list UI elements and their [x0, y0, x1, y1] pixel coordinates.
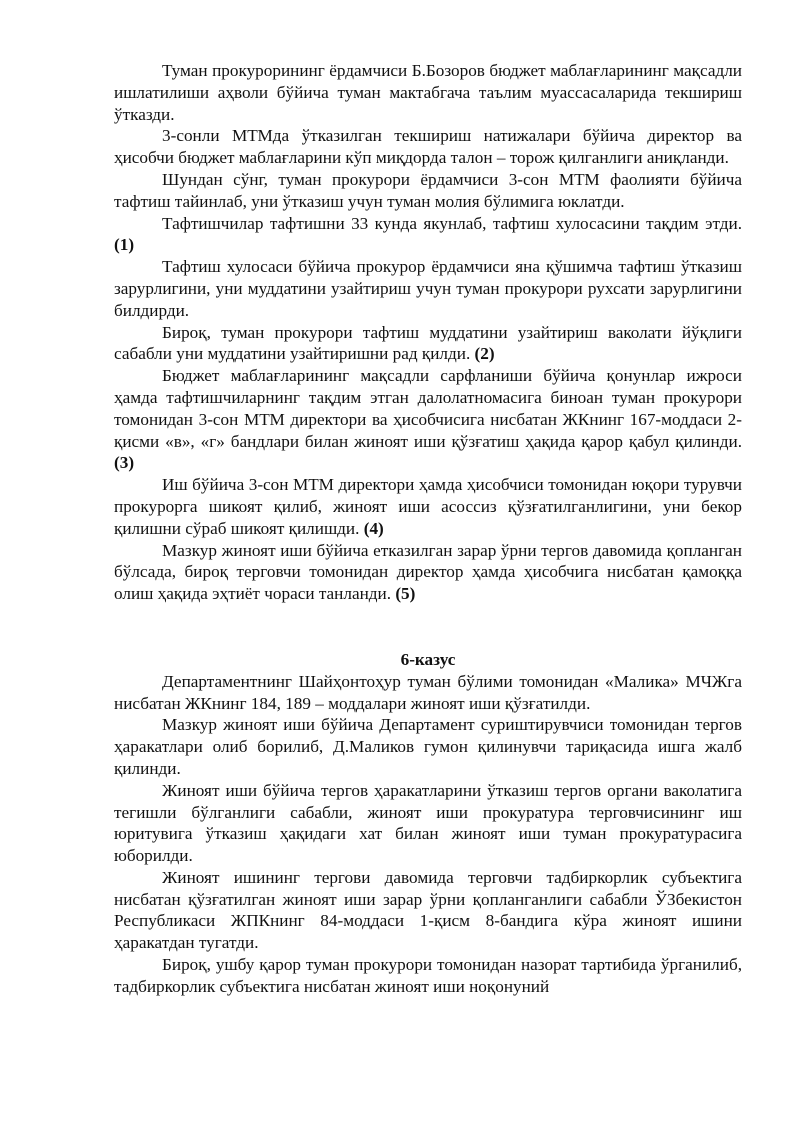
paragraph-text: Жиноят ишининг тергови давомида терговчи тадбиркорлик субъектига нисбатан қўзғатилган жиноят иши зарар ўрни қопланганлиги сабабли ЎЗбекистон Республикаси ЖПКнинг 84-моддаси 1-қисм 8-бандига кўра жиноят ишини ҳаракатдан тугатди.	[114, 867, 742, 953]
paragraph-text: Шундан сўнг, туман прокурори ёрдамчиси 3-сон МТМ фаолияти бўйича тафтиш тайинлаб, уни ўтказиш учун туман молия бўлимига юклатди.	[114, 169, 742, 211]
paragraph-2	[114, 125, 742, 169]
paragraph-8	[114, 474, 742, 539]
paragraph-9	[114, 540, 742, 605]
paragraph-text: Туман прокурорининг ёрдамчиси Б.Бозоров бюджет маблағларининг мақсадли ишлатилиши аҳволи бўйича туман мактабгача таълим муассасаларида текшириш ўтказди.	[114, 61, 742, 124]
paragraph-6	[114, 322, 742, 366]
paragraph-text: Мазкур жиноят иши бўйича етказилган зарар ўрни тергов давомида қопланган бўлсада, бироқ терговчи томонидан директор ҳамда ҳисобчига нисбатан қамоққа олиш ҳақида эҳтиёт чораси танланди.	[114, 540, 742, 604]
paragraph-text: Мазкур жиноят иши бўйича Департамент суриштирувчиси томонидан тергов ҳаракатлари олиб борилиб, Д.Маликов гумон қилинувчи тариқасида ишга жалб қилинди.	[114, 715, 742, 778]
paragraph-1	[114, 60, 742, 125]
question-marker-5: (5)	[395, 584, 416, 604]
question-marker-3: (3)	[114, 453, 135, 473]
paragraph-text: 3-сонли МТМда ўтказилган текшириш натижалари бўйича директор ва ҳисобчи бюджет маблағларини кўп миқдорда талон – торож қилганлиги аниқланди.	[114, 126, 742, 168]
paragraph-4	[114, 213, 742, 257]
paragraph-text: Бироқ, ушбу қарор туман прокурори томонидан назорат тартибида ўрганилиб, тадбиркорлик субъектига нисбатан жиноят иши ноқонуний	[114, 955, 742, 996]
paragraph-7	[114, 365, 742, 474]
case-paragraph-2	[114, 714, 742, 779]
paragraph-text: Бироқ, туман прокурори тафтиш муддатини узайтириш ваколати йўқлиги сабабли уни муддатини узайтиришни рад қилди.	[114, 322, 742, 364]
paragraph-5	[114, 256, 742, 321]
section-spacer	[114, 605, 742, 649]
document-page	[114, 60, 742, 998]
paragraph-text: Жиноят иши бўйича тергов ҳаракатларини ўтказиш тергов органи ваколатига тегишли бўлганлиги сабабли, жиноят иши прокуратура терговчисининг иш юритувига ўтказиш ҳақидаги хат билан жиноят иши туман прокуратурасига юборилди.	[114, 780, 742, 866]
case-paragraph-4	[114, 867, 742, 954]
case-paragraph-5	[114, 954, 742, 998]
paragraph-text: Бюджет маблағларининг мақсадли сарфланиши бўйича қонунлар ижроси ҳамда тафтишчиларнинг тақдим этган далолатномасига биноан туман прокурори томонидан 3-сон МТМ директори ва ҳисобчисига нисбатан ЖКнинг 167-моддаси 2-қисми «в», «г» бандлари билан жиноят иши қўзғатиш ҳақида қарор қабул қилинди.	[114, 366, 742, 451]
paragraph-text: Департаментнинг Шайҳонтоҳур туман бўлими томонидан «Малика» МЧЖга нисбатан ЖКнинг 184, 189 – моддалари жиноят иши қўзғатилди.	[114, 671, 742, 713]
case-heading: 6-казус	[400, 649, 456, 669]
question-marker-4: (4)	[363, 518, 384, 538]
case-paragraph-3	[114, 780, 742, 867]
paragraph-text: Тафтиш хулосаси бўйича прокурор ёрдамчиси яна қўшимча тафтиш ўтказиш зарурлигини, уни муддатини узайтириш учун туман прокурори рухсати зарурлигини билдирди.	[114, 257, 742, 320]
question-marker-2: (2)	[474, 344, 495, 364]
case-paragraph-1	[114, 671, 742, 715]
paragraph-text: Иш бўйича 3-сон МТМ директори ҳамда ҳисобчиси томонидан юқори турувчи прокурорга шикоят қилиб, жиноят иши асоссиз қўзғатилганлигини, уни бекор қилишни сўраб шикоят қилишди.	[114, 475, 742, 538]
paragraph-3	[114, 169, 742, 213]
paragraph-text: Тафтишчилар тафтишни 33 кунда якунлаб, тафтиш хулосасини тақдим этди.	[162, 213, 742, 233]
question-marker-1: (1)	[114, 235, 135, 255]
